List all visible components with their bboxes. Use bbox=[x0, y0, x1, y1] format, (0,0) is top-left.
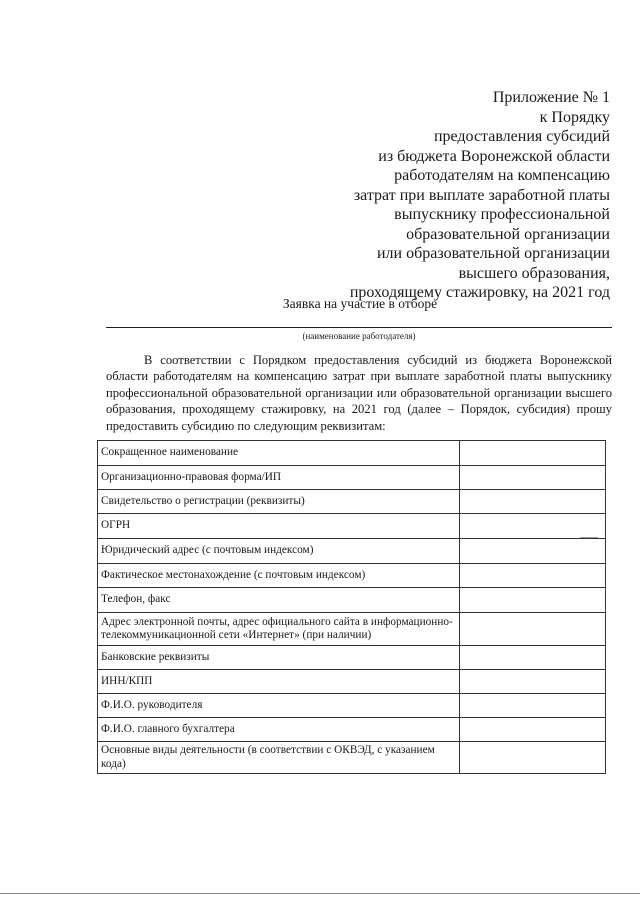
row-label: Сокращенное наименование bbox=[98, 441, 460, 466]
table-row bbox=[98, 588, 606, 613]
table-row bbox=[98, 490, 606, 514]
request-paragraph: В соответствии с Порядком предоставления субсидий из бюджета Воронежской области работодателям на компенсацию затрат при выплате заработной платы выпускнику профессиональной образовательной организации или образовательной организации высшего образования, проходящему стажировку, на 2021 год (далее – Порядок, субсидия) прошу предоставить субсидию по следующим реквизитам: bbox=[106, 353, 612, 433]
table-row bbox=[98, 742, 606, 774]
row-value-cell[interactable] bbox=[460, 613, 606, 646]
row-label: Ф.И.О. руководителя bbox=[98, 694, 460, 718]
row-label: ОГРН bbox=[98, 514, 460, 539]
appendix-line: образовательной организации bbox=[406, 225, 610, 243]
table-row bbox=[98, 718, 606, 742]
appendix-line: к Порядку bbox=[539, 108, 610, 126]
appendix-header bbox=[280, 88, 610, 303]
row-value-cell[interactable] bbox=[460, 539, 606, 564]
appendix-line: работодателям на компенсацию bbox=[394, 167, 610, 184]
table-row bbox=[98, 646, 606, 670]
appendix-line: затрат при выплате заработной платы bbox=[353, 186, 610, 204]
table-row bbox=[98, 694, 606, 718]
table-row bbox=[98, 514, 606, 539]
appendix-line: из бюджета Воронежской области bbox=[378, 147, 610, 165]
row-label: Банковские реквизиты bbox=[98, 646, 460, 670]
appendix-line: выпускнику профессиональной bbox=[394, 206, 610, 223]
row-value-cell[interactable] bbox=[460, 564, 606, 588]
row-value-cell[interactable] bbox=[460, 490, 606, 514]
row-label: Фактическое местонахождение (с почтовым индексом) bbox=[98, 564, 460, 588]
appendix-line: Приложение № 1 bbox=[492, 89, 610, 106]
row-value-cell[interactable] bbox=[460, 670, 606, 694]
table-row bbox=[98, 539, 606, 564]
table-row bbox=[98, 564, 606, 588]
table-row bbox=[98, 441, 606, 466]
row-value-cell[interactable] bbox=[460, 588, 606, 613]
appendix-line: проходящему стажировку, на 2021 год bbox=[349, 284, 610, 301]
appendix-line: или образовательной организации bbox=[376, 245, 610, 262]
page-bottom-edge bbox=[0, 893, 640, 894]
row-label: ИНН/КПП bbox=[98, 670, 460, 694]
appendix-line: предоставления субсидий bbox=[433, 128, 610, 145]
appendix-line: высшего образования, bbox=[458, 264, 610, 282]
row-label: Свидетельство о регистрации (реквизиты) bbox=[98, 490, 460, 514]
table-row bbox=[98, 613, 606, 646]
row-label: Юридический адрес (с почтовым индексом) bbox=[98, 539, 460, 564]
row-value-cell[interactable] bbox=[460, 718, 606, 742]
row-value-cell[interactable] bbox=[460, 694, 606, 718]
employer-name-line[interactable] bbox=[106, 327, 612, 328]
row-label: Основные виды деятельности (в соответствии с ОКВЭД, с указанием кода) bbox=[98, 742, 460, 774]
row-value-cell[interactable] bbox=[460, 742, 606, 774]
scan-mark bbox=[580, 537, 598, 538]
row-value-cell[interactable] bbox=[460, 646, 606, 670]
employer-name-caption: (наименование работодателя) bbox=[302, 331, 416, 341]
table-row bbox=[98, 670, 606, 694]
row-label: Телефон, факс bbox=[98, 588, 460, 613]
row-value-cell[interactable] bbox=[460, 441, 606, 466]
form-title: Заявка на участие в отборе bbox=[282, 296, 438, 311]
table-row bbox=[98, 466, 606, 490]
row-label: Ф.И.О. главного бухгалтера bbox=[98, 718, 460, 742]
requisites-table bbox=[97, 440, 606, 774]
row-label: Адрес электронной почты, адрес официального сайта в информационно-телекоммуникационной сети «Интернет» (при наличии) bbox=[98, 613, 460, 646]
row-value-cell[interactable] bbox=[460, 466, 606, 490]
row-value-cell[interactable] bbox=[460, 514, 606, 539]
row-label: Организационно-правовая форма/ИП bbox=[98, 466, 460, 490]
